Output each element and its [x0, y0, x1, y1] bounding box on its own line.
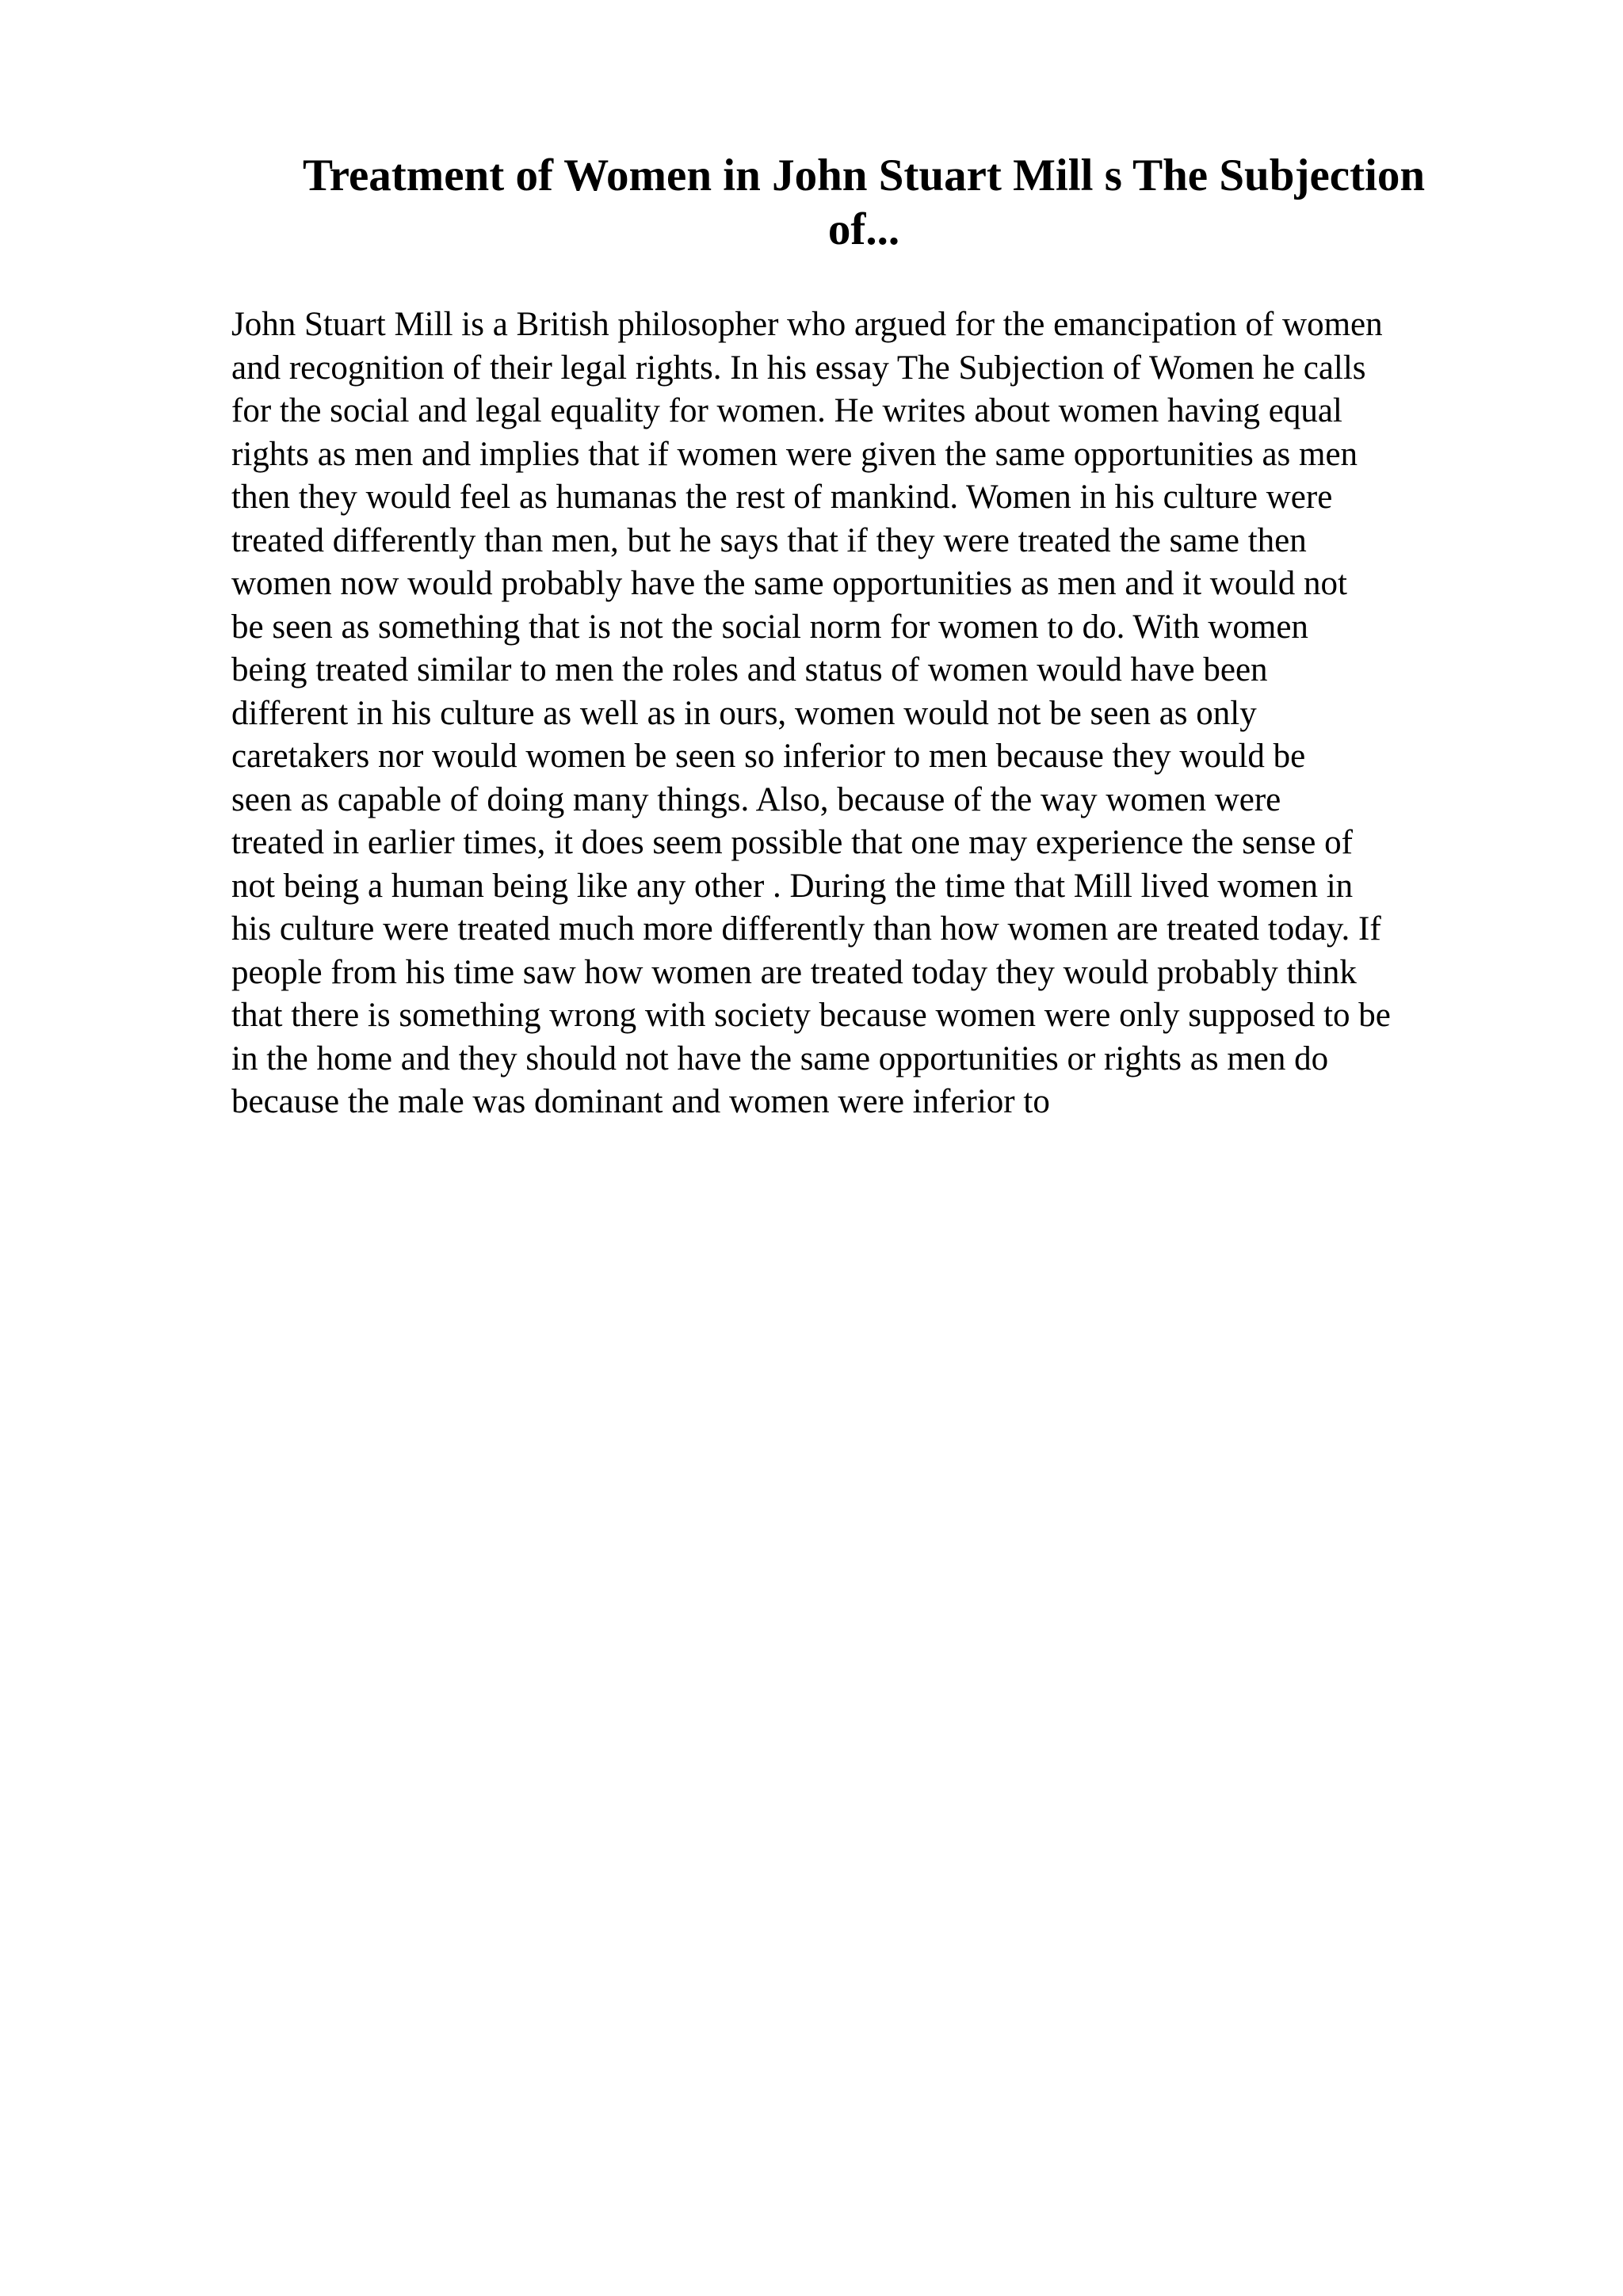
- document-body: [231, 303, 1496, 1124]
- body-line: be seen as something that is not the social norm for women to do. With women: [231, 608, 1308, 646]
- body-line: for the social and legal equality for women. He writes about women having equal: [231, 392, 1342, 429]
- body-line: seen as capable of doing many things. Also, because of the way women were: [231, 780, 1281, 818]
- title-line-2: of...: [827, 204, 900, 254]
- body-line: people from his time saw how women are treated today they would probably think: [231, 953, 1357, 991]
- body-line: treated differently than men, but he says that if they were treated the same then: [231, 521, 1307, 559]
- body-line: not being a human being like any other . During the time that Mill lived women in: [231, 867, 1354, 905]
- document-title: [230, 149, 1498, 257]
- body-line: women now would probably have the same opportunities as men and it would not: [231, 565, 1347, 602]
- body-line: then they would feel as humanas the rest of mankind. Women in his culture were: [231, 479, 1333, 516]
- body-line: that there is something wrong with society because women were only supposed to be: [231, 997, 1391, 1034]
- title-line-1: Treatment of Women in John Stuart Mill s The Subjection: [302, 151, 1426, 200]
- body-line: rights as men and implies that if women were given the same opportunities as men: [231, 435, 1358, 473]
- body-line: caretakers nor would women be seen so inferior to men because they would be: [231, 738, 1306, 775]
- body-line: because the male was dominant and women were inferior to: [231, 1083, 1050, 1120]
- body-line: in the home and they should not have the same opportunities or rights as men do: [231, 1039, 1329, 1077]
- body-line: different in his culture as well as in ours, women would not be seen as only: [231, 694, 1257, 732]
- body-line: and recognition of their legal rights. In his essay The Subjection of Women he calls: [231, 349, 1366, 387]
- body-line: being treated similar to men the roles and status of women would have been: [231, 651, 1268, 688]
- body-line: his culture were treated much more differently than how women are treated today. If: [231, 910, 1381, 948]
- body-line: treated in earlier times, it does seem possible that one may experience the sense of: [231, 824, 1353, 861]
- body-line: John Stuart Mill is a British philosopher who argued for the emancipation of women: [231, 306, 1383, 343]
